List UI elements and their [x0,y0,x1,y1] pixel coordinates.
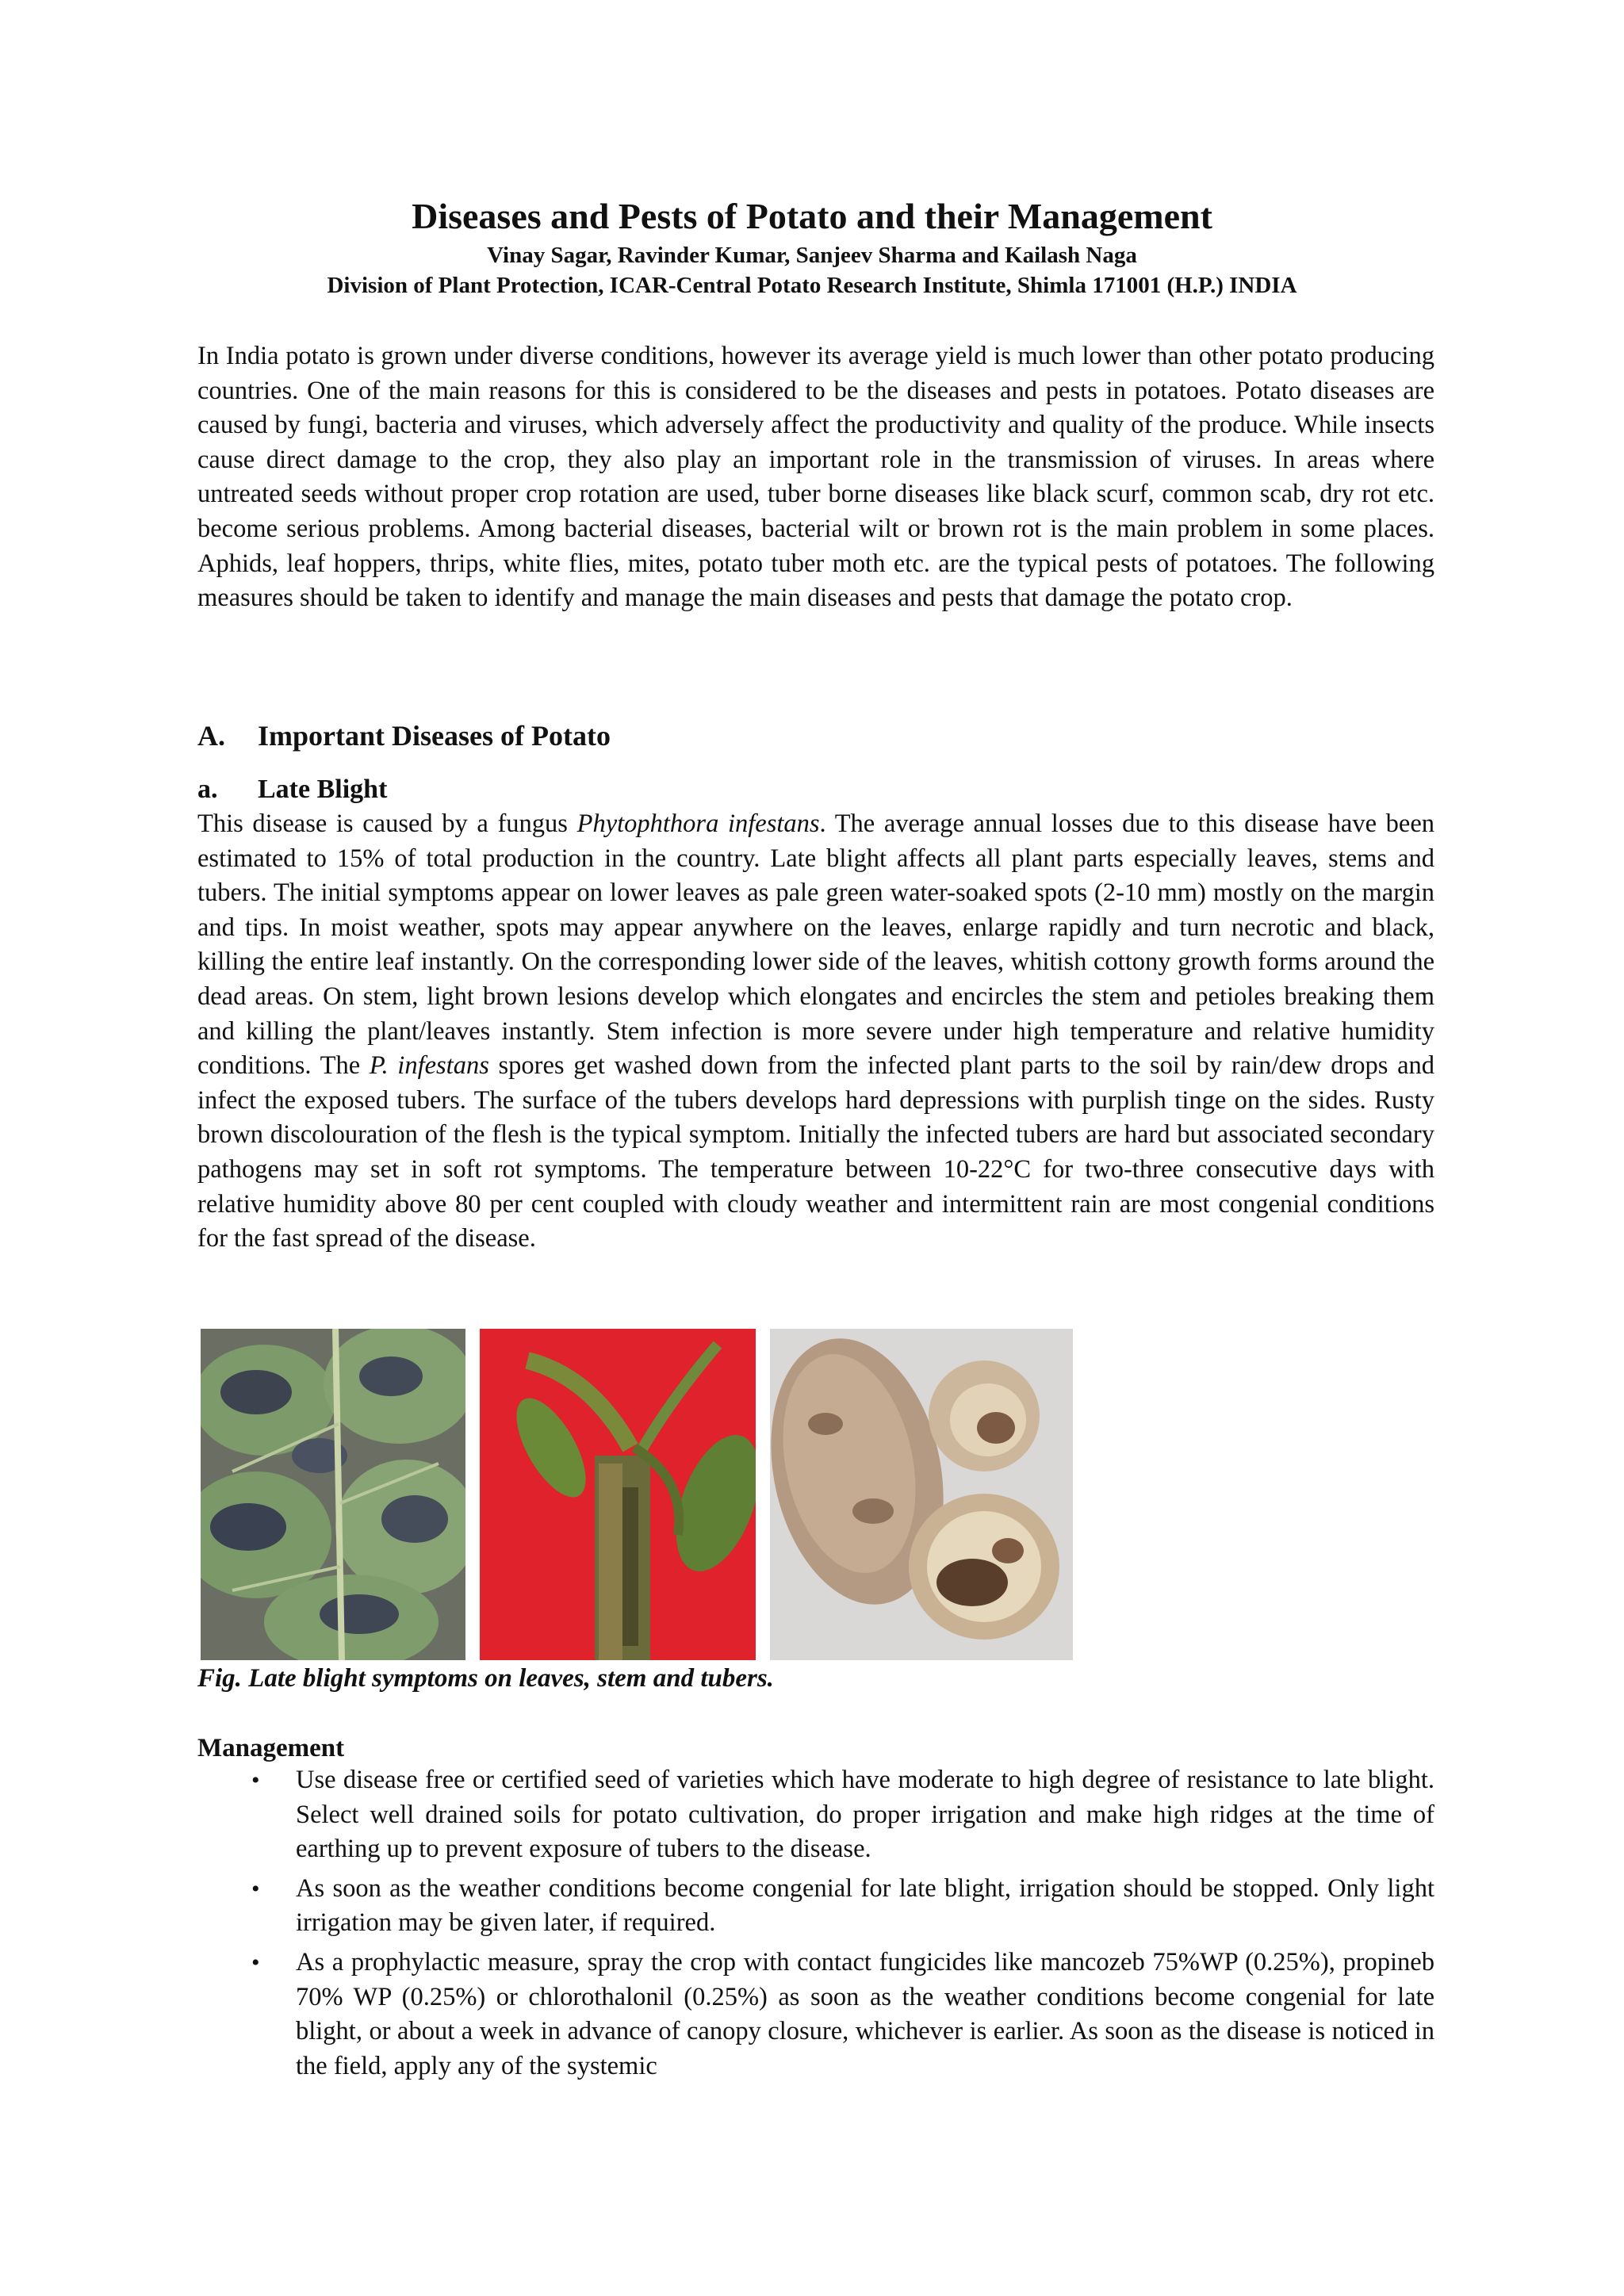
lb-text-1: This disease is caused by a fungus [197,809,577,838]
list-item [197,1946,1434,2084]
late-blight-heading [197,774,1434,806]
management-item-text: As a prophylactic measure, spray the crop with contact fungicides like mancozeb 75%WP (0.25%), propineb 70% WP (0.25%) or chlorothalonil (0.25%) as soon as the weather conditions become congenial for late blight, or about a week in advance of canopy closure, whichever is earlier. As soon as the disease is noticed in the field, apply any of the systemic [296,1947,1434,2080]
authors-line: Vinay Sagar, Ravinder Kumar, Sanjeev Sharma and Kailash Naga [487,243,1137,268]
late-blight-title: Late Blight [258,775,388,804]
management-item-text: Use disease free or certified seed of varieties which have moderate to high degree of resistance to late blight. Select well drained soils for potato cultivation, do proper irrigation and make high ridges at the time of earthing up to prevent exposure of tubers to the disease. [296,1766,1434,1864]
pathogen-short-name: P. infestans [369,1051,489,1081]
bullet-icon: • [251,1949,260,1976]
stem-photo [480,1329,756,1660]
late-blight-paragraph [197,807,1434,1257]
intro-paragraph: In India potato is grown under diverse conditions, however its average yield is much lower than other potato producing countries. One of the main reasons for this is considered to be the diseases and pests in potatoes. Potato diseases are caused by fungi, bacteria and viruses, which adversely affect the productivity and quality of the produce. While insects cause direct damage to the crop, they also play an important role in the transmission of viruses. In areas where untreated seeds without proper crop rotation are used, tuber borne diseases like black scurf, common scab, dry rot etc. become serious problems. Among bacterial diseases, bacterial wilt or brown rot is the main problem in some places. Aphids, leaf hoppers, thrips, white flies, mites, potato tuber moth etc. are the typical pests of potatoes. The following measures should be taken to identify and manage the main diseases and pests that damage the potato crop. [197,342,1434,613]
tuber-photo [770,1329,1073,1660]
management-item-text: As soon as the weather conditions become congenial for late blight, irrigation should be stopped. Only light irrigation may be given later, if required. [296,1873,1434,1938]
affiliation-line: Division of Plant Protection, ICAR-Central Potato Research Institute, Shimla 171001 (H.P.) INDIA [327,273,1297,298]
figure-caption: Fig. Late blight symptoms on leaves, stem and tubers. [197,1664,774,1693]
management-heading: Management [197,1734,345,1762]
list-item [197,1763,1434,1867]
management-list [197,1763,1434,2088]
pathogen-name: Phytophthora infestans [576,809,820,838]
list-item [197,1872,1434,1941]
section-a-label: A. [197,720,225,752]
page-title: Diseases and Pests of Potato and their Management [412,196,1212,236]
lb-text-2: . The average annual losses due to this disease have been estimated to 15% of total production in the country. Late blight affects all plant parts especially leaves, stems and tubers. The initial symptoms appear on lower leaves as pale green water-soaked spots (2-10 mm) mostly on the margin and tips. In moist weather, spots may appear anywhere on the leaves, enlarge rapidly and turn necrotic and black, killing the entire leaf instantly. On the corresponding lower side of the leaves, whitish cottony growth forms around the dead areas. On stem, light brown lesions develop which elongates and encircles the stem and petioles breaking them and killing the plant/leaves instantly. Stem infection is more severe under high temperature and relative humidity conditions. The [197,809,1434,1081]
section-a-title: Important Diseases of Potato [258,720,611,752]
lb-text-3: spores get washed down from the infected plant parts to the soil by rain/dew drops and infect the exposed tubers. The surface of the tubers develops hard depressions with purplish tinge on the sides. Rusty brown discolouration of the flesh is the typical symptom. Initially the infected tubers are hard but associated secondary pathogens may set in soft rot symptoms. The temperature between 10-22°C for two-three consecutive days with relative humidity above 80 per cent coupled with cloudy weather and intermittent rain are most congenial conditions for the fast spread of the disease. [197,1051,1435,1253]
late-blight-label: a. [197,775,218,804]
bullet-icon: • [251,1767,260,1793]
bullet-icon: • [251,1875,260,1902]
leaf-photo [201,1329,465,1660]
section-a-heading [197,718,1434,753]
